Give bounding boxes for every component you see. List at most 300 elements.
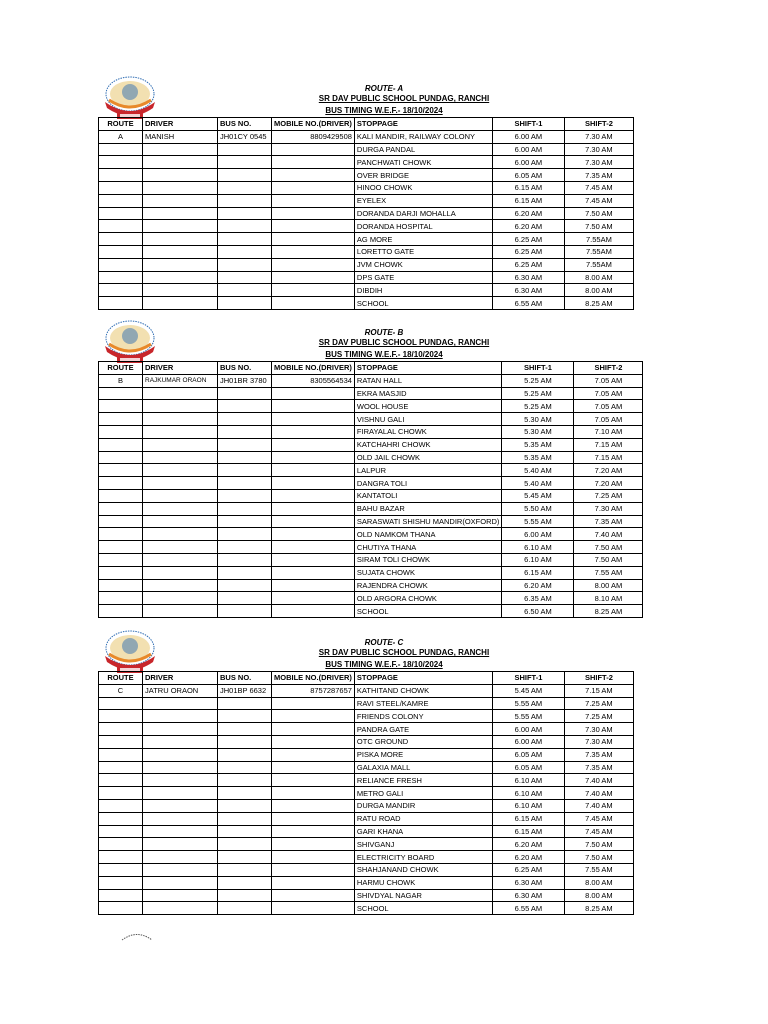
stoppage-cell: KANTATOLI xyxy=(354,489,502,502)
empty-cell xyxy=(218,825,272,838)
shift-1-cell: 5.30 AM xyxy=(502,425,574,438)
stoppage-cell: RATAN HALL xyxy=(354,374,502,387)
stoppage-cell: VISHNU GALI xyxy=(354,413,502,426)
stoppage-cell: ELECTRICITY BOARD xyxy=(354,851,492,864)
empty-cell xyxy=(218,748,272,761)
shift-2-cell: 7.15 AM xyxy=(564,684,633,697)
empty-cell xyxy=(272,207,355,220)
empty-cell xyxy=(218,774,272,787)
empty-cell xyxy=(218,528,272,541)
empty-cell xyxy=(99,761,143,774)
stoppage-cell: SCHOOL xyxy=(354,297,492,310)
empty-cell xyxy=(99,477,143,490)
empty-cell xyxy=(272,143,355,156)
stoppage-cell: GARI KHANA xyxy=(354,825,492,838)
empty-cell xyxy=(143,605,218,618)
empty-cell xyxy=(143,710,218,723)
bus-timing-table xyxy=(98,671,634,915)
empty-cell xyxy=(218,156,272,169)
empty-cell xyxy=(272,169,355,182)
empty-cell xyxy=(143,697,218,710)
shift-1-cell: 5.50 AM xyxy=(502,502,574,515)
empty-cell xyxy=(218,477,272,490)
empty-cell xyxy=(99,515,143,528)
empty-cell xyxy=(218,710,272,723)
stoppage-cell: BAHU BAZAR xyxy=(354,502,502,515)
stoppage-cell: OVER BRIDGE xyxy=(354,169,492,182)
table-row xyxy=(99,735,634,748)
table-row xyxy=(99,515,643,528)
empty-cell xyxy=(218,863,272,876)
shift-2-cell: 7.40 AM xyxy=(564,787,633,800)
column-header: BUS NO. xyxy=(218,118,272,131)
empty-cell xyxy=(218,181,272,194)
column-header: SHIFT-1 xyxy=(502,362,574,375)
route-title: ROUTE- A xyxy=(364,84,404,93)
shift-1-cell: 6.25 AM xyxy=(492,245,564,258)
table-row xyxy=(99,438,643,451)
column-header: DRIVER xyxy=(143,672,218,685)
bus-timing-table xyxy=(98,361,643,618)
empty-cell xyxy=(218,413,272,426)
table-header-row xyxy=(99,118,634,131)
shift-2-cell: 7.55AM xyxy=(564,245,633,258)
empty-cell xyxy=(272,181,355,194)
empty-cell xyxy=(99,710,143,723)
stoppage-cell: JVM CHOWK xyxy=(354,258,492,271)
table-row xyxy=(99,502,643,515)
empty-cell xyxy=(272,464,355,477)
stoppage-cell: LORETTO GATE xyxy=(354,245,492,258)
column-header: SHIFT-2 xyxy=(564,672,633,685)
empty-cell xyxy=(99,387,143,400)
shift-1-cell: 5.40 AM xyxy=(502,464,574,477)
empty-cell xyxy=(143,297,218,310)
empty-cell xyxy=(218,489,272,502)
empty-cell xyxy=(143,902,218,915)
stoppage-cell: RELIANCE FRESH xyxy=(354,774,492,787)
empty-cell xyxy=(143,181,218,194)
shift-2-cell: 8.00 AM xyxy=(564,889,633,902)
empty-cell xyxy=(218,169,272,182)
empty-cell xyxy=(218,387,272,400)
table-header-row xyxy=(99,362,643,375)
table-row xyxy=(99,876,634,889)
empty-cell xyxy=(143,425,218,438)
empty-cell xyxy=(99,592,143,605)
empty-cell xyxy=(143,528,218,541)
stoppage-cell: OLD ARGORA CHOWK xyxy=(354,592,502,605)
empty-cell xyxy=(99,735,143,748)
empty-cell xyxy=(272,889,355,902)
empty-cell xyxy=(143,579,218,592)
table-header-row xyxy=(99,672,634,685)
empty-cell xyxy=(272,851,355,864)
stoppage-cell: DORANDA HOSPITAL xyxy=(354,220,492,233)
empty-cell xyxy=(218,889,272,902)
stoppage-cell: KATHITAND CHOWK xyxy=(354,684,492,697)
stoppage-cell: GALAXIA MALL xyxy=(354,761,492,774)
column-header: SHIFT-2 xyxy=(564,118,633,131)
empty-cell xyxy=(99,787,143,800)
empty-cell xyxy=(218,400,272,413)
empty-cell xyxy=(143,748,218,761)
empty-cell xyxy=(272,605,355,618)
stoppage-cell: KATCHAHRI CHOWK xyxy=(354,438,502,451)
shift-2-cell: 7.30 AM xyxy=(564,735,633,748)
empty-cell xyxy=(272,579,355,592)
empty-cell xyxy=(272,413,355,426)
shift-2-cell: 7.05 AM xyxy=(574,400,643,413)
empty-cell xyxy=(99,579,143,592)
table-row xyxy=(99,387,643,400)
shift-2-cell: 7.05 AM xyxy=(574,387,643,400)
shift-1-cell: 5.35 AM xyxy=(502,451,574,464)
empty-cell xyxy=(143,787,218,800)
empty-cell xyxy=(218,464,272,477)
shift-1-cell: 6.30 AM xyxy=(492,271,564,284)
empty-cell xyxy=(272,489,355,502)
bus-timing: BUS TIMING W.E.F.- 18/10/2024 xyxy=(325,106,443,115)
column-header: STOPPAGE xyxy=(354,118,492,131)
shift-1-cell: 6.10 AM xyxy=(502,541,574,554)
shift-2-cell: 7.30 AM xyxy=(574,502,643,515)
empty-cell xyxy=(143,464,218,477)
empty-cell xyxy=(218,723,272,736)
empty-cell xyxy=(143,156,218,169)
table-row xyxy=(99,528,643,541)
column-header: MOBILE NO.(DRIVER) xyxy=(272,362,355,375)
shift-2-cell: 7.45 AM xyxy=(564,181,633,194)
table-row xyxy=(99,851,634,864)
stoppage-cell: DIBDIH xyxy=(354,284,492,297)
column-header: STOPPAGE xyxy=(354,672,492,685)
empty-cell xyxy=(143,889,218,902)
shift-1-cell: 5.55 AM xyxy=(492,710,564,723)
shift-2-cell: 7.10 AM xyxy=(574,425,643,438)
table-row xyxy=(99,156,634,169)
empty-cell xyxy=(99,156,143,169)
empty-cell xyxy=(218,799,272,812)
shift-2-cell: 7.45 AM xyxy=(564,194,633,207)
empty-cell xyxy=(143,143,218,156)
shift-1-cell: 6.15 AM xyxy=(502,566,574,579)
empty-cell xyxy=(218,902,272,915)
empty-cell xyxy=(272,553,355,566)
empty-cell xyxy=(143,502,218,515)
shift-1-cell: 5.45 AM xyxy=(502,489,574,502)
shift-1-cell: 6.15 AM xyxy=(492,194,564,207)
bus-no-cell: JH01BP 6632 xyxy=(218,684,272,697)
school-name: SR DAV PUBLIC SCHOOL PUNDAG, RANCHI xyxy=(318,94,490,103)
shift-2-cell: 7.45 AM xyxy=(564,825,633,838)
empty-cell xyxy=(99,697,143,710)
stoppage-cell: DPS GATE xyxy=(354,271,492,284)
stoppage-cell: EYELEX xyxy=(354,194,492,207)
shift-2-cell: 7.15 AM xyxy=(574,451,643,464)
empty-cell xyxy=(99,258,143,271)
stoppage-cell: KALI MANDIR, RAILWAY COLONY xyxy=(354,130,492,143)
empty-cell xyxy=(143,812,218,825)
table-row xyxy=(99,425,643,438)
stoppage-cell: METRO GALI xyxy=(354,787,492,800)
shift-2-cell: 7.05 AM xyxy=(574,413,643,426)
empty-cell xyxy=(272,825,355,838)
stoppage-cell: OLD JAIL CHOWK xyxy=(354,451,502,464)
empty-cell xyxy=(99,748,143,761)
table-row xyxy=(99,194,634,207)
table-row xyxy=(99,787,634,800)
empty-cell xyxy=(218,515,272,528)
empty-cell xyxy=(99,812,143,825)
shift-1-cell: 6.05 AM xyxy=(492,169,564,182)
empty-cell xyxy=(218,605,272,618)
shift-2-cell: 8.25 AM xyxy=(574,605,643,618)
empty-cell xyxy=(99,902,143,915)
empty-cell xyxy=(218,876,272,889)
bus-timing-table xyxy=(98,117,634,310)
empty-cell xyxy=(143,774,218,787)
empty-cell xyxy=(99,425,143,438)
shift-1-cell: 6.10 AM xyxy=(502,553,574,566)
shift-2-cell: 7.55 AM xyxy=(574,566,643,579)
stoppage-cell: CHUTIYA THANA xyxy=(354,541,502,554)
empty-cell xyxy=(272,774,355,787)
empty-cell xyxy=(218,541,272,554)
empty-cell xyxy=(143,284,218,297)
table-row xyxy=(99,605,643,618)
column-header: SHIFT-1 xyxy=(492,118,564,131)
table-row xyxy=(99,258,634,271)
stoppage-cell: AG MORE xyxy=(354,233,492,246)
empty-cell xyxy=(143,245,218,258)
shift-1-cell: 6.15 AM xyxy=(492,825,564,838)
shift-1-cell: 6.30 AM xyxy=(492,876,564,889)
shift-2-cell: 7.55AM xyxy=(564,258,633,271)
shift-1-cell: 6.00 AM xyxy=(492,156,564,169)
shift-2-cell: 7.30 AM xyxy=(564,130,633,143)
shift-2-cell: 7.20 AM xyxy=(574,477,643,490)
table-row xyxy=(99,374,643,387)
empty-cell xyxy=(272,194,355,207)
shift-1-cell: 6.20 AM xyxy=(502,579,574,592)
table-row xyxy=(99,489,643,502)
empty-cell xyxy=(99,825,143,838)
shift-1-cell: 6.50 AM xyxy=(502,605,574,618)
table-row xyxy=(99,889,634,902)
empty-cell xyxy=(143,489,218,502)
empty-cell xyxy=(99,181,143,194)
empty-cell xyxy=(99,502,143,515)
stoppage-cell: WOOL HOUSE xyxy=(354,400,502,413)
empty-cell xyxy=(143,761,218,774)
shift-1-cell: 6.25 AM xyxy=(492,258,564,271)
table-row xyxy=(99,825,634,838)
route-title: ROUTE- B xyxy=(364,328,404,337)
empty-cell xyxy=(272,697,355,710)
shift-2-cell: 7.50 AM xyxy=(574,553,643,566)
empty-cell xyxy=(143,592,218,605)
mobile-cell: 8757287657 xyxy=(272,684,355,697)
empty-cell xyxy=(272,515,355,528)
shift-2-cell: 7.30 AM xyxy=(564,723,633,736)
empty-cell xyxy=(99,774,143,787)
empty-cell xyxy=(218,451,272,464)
empty-cell xyxy=(143,477,218,490)
empty-cell xyxy=(99,851,143,864)
table-row xyxy=(99,130,634,143)
table-row xyxy=(99,748,634,761)
shift-1-cell: 5.45 AM xyxy=(492,684,564,697)
empty-cell xyxy=(272,799,355,812)
empty-cell xyxy=(272,502,355,515)
shift-2-cell: 7.45 AM xyxy=(564,812,633,825)
school-name: SR DAV PUBLIC SCHOOL PUNDAG, RANCHI xyxy=(318,648,490,657)
empty-cell xyxy=(99,438,143,451)
shift-1-cell: 5.25 AM xyxy=(502,387,574,400)
empty-cell xyxy=(99,489,143,502)
stoppage-cell: RATU ROAD xyxy=(354,812,492,825)
empty-cell xyxy=(272,876,355,889)
driver-cell: JATRU ORAON xyxy=(143,684,218,697)
shift-2-cell: 7.50 AM xyxy=(564,207,633,220)
empty-cell xyxy=(99,271,143,284)
empty-cell xyxy=(218,425,272,438)
empty-cell xyxy=(143,271,218,284)
shift-1-cell: 6.05 AM xyxy=(492,748,564,761)
route-cell: A xyxy=(99,130,143,143)
stoppage-cell: DORANDA DARJI MOHALLA xyxy=(354,207,492,220)
empty-cell xyxy=(272,438,355,451)
empty-cell xyxy=(272,245,355,258)
table-row xyxy=(99,271,634,284)
shift-1-cell: 6.00 AM xyxy=(492,143,564,156)
empty-cell xyxy=(272,400,355,413)
empty-cell xyxy=(218,438,272,451)
empty-cell xyxy=(272,748,355,761)
column-header: MOBILE NO.(DRIVER) xyxy=(272,672,355,685)
driver-cell: RAJKUMAR ORAON xyxy=(143,374,218,387)
shift-2-cell: 7.25 AM xyxy=(574,489,643,502)
empty-cell xyxy=(99,220,143,233)
table-row xyxy=(99,812,634,825)
table-row xyxy=(99,143,634,156)
route-cell: C xyxy=(99,684,143,697)
bus-timing: BUS TIMING W.E.F.- 18/10/2024 xyxy=(325,660,443,669)
mobile-cell: 8809429508 xyxy=(272,130,355,143)
shift-1-cell: 5.55 AM xyxy=(492,697,564,710)
table-row xyxy=(99,799,634,812)
empty-cell xyxy=(218,233,272,246)
empty-cell xyxy=(272,528,355,541)
empty-cell xyxy=(218,838,272,851)
empty-cell xyxy=(218,787,272,800)
shift-2-cell: 7.25 AM xyxy=(564,697,633,710)
empty-cell xyxy=(99,245,143,258)
empty-cell xyxy=(218,579,272,592)
empty-cell xyxy=(99,838,143,851)
empty-cell xyxy=(218,284,272,297)
empty-cell xyxy=(218,143,272,156)
bus-timing: BUS TIMING W.E.F.- 18/10/2024 xyxy=(325,350,443,359)
empty-cell xyxy=(99,297,143,310)
shift-2-cell: 7.35 AM xyxy=(574,515,643,528)
table-row xyxy=(99,413,643,426)
empty-cell xyxy=(218,245,272,258)
shift-2-cell: 7.30 AM xyxy=(564,156,633,169)
empty-cell xyxy=(272,902,355,915)
empty-cell xyxy=(272,425,355,438)
stoppage-cell: DURGA MANDIR xyxy=(354,799,492,812)
empty-cell xyxy=(143,413,218,426)
empty-cell xyxy=(99,233,143,246)
empty-cell xyxy=(272,541,355,554)
shift-2-cell: 7.55AM xyxy=(564,233,633,246)
table-row xyxy=(99,579,643,592)
empty-cell xyxy=(143,451,218,464)
stoppage-cell: SHIVDYAL NAGAR xyxy=(354,889,492,902)
column-header: ROUTE xyxy=(99,362,143,375)
empty-cell xyxy=(99,207,143,220)
shift-1-cell: 6.00 AM xyxy=(492,735,564,748)
shift-1-cell: 6.30 AM xyxy=(492,284,564,297)
empty-cell xyxy=(272,812,355,825)
shift-1-cell: 6.25 AM xyxy=(492,233,564,246)
shift-1-cell: 6.15 AM xyxy=(492,812,564,825)
shift-2-cell: 7.40 AM xyxy=(574,528,643,541)
shift-1-cell: 6.00 AM xyxy=(492,130,564,143)
empty-cell xyxy=(272,761,355,774)
empty-cell xyxy=(272,451,355,464)
shift-2-cell: 8.25 AM xyxy=(564,297,633,310)
shift-2-cell: 8.00 AM xyxy=(574,579,643,592)
column-header: SHIFT-1 xyxy=(492,672,564,685)
column-header: DRIVER xyxy=(143,118,218,131)
empty-cell xyxy=(143,233,218,246)
stoppage-cell: HARMU CHOWK xyxy=(354,876,492,889)
shift-2-cell: 7.30 AM xyxy=(564,143,633,156)
empty-cell xyxy=(272,787,355,800)
empty-cell xyxy=(272,723,355,736)
stoppage-cell: OLD NAMKOM THANA xyxy=(354,528,502,541)
empty-cell xyxy=(143,400,218,413)
stoppage-cell: DANGRA TOLI xyxy=(354,477,502,490)
empty-cell xyxy=(272,592,355,605)
stoppage-cell: RAVI STEEL/KAMRE xyxy=(354,697,492,710)
stoppage-cell: SUJATA CHOWK xyxy=(354,566,502,579)
shift-1-cell: 6.20 AM xyxy=(492,207,564,220)
empty-cell xyxy=(218,553,272,566)
column-header: BUS NO. xyxy=(218,672,272,685)
empty-cell xyxy=(272,477,355,490)
empty-cell xyxy=(143,723,218,736)
shift-1-cell: 6.55 AM xyxy=(492,297,564,310)
empty-cell xyxy=(143,876,218,889)
empty-cell xyxy=(99,464,143,477)
table-row xyxy=(99,220,634,233)
column-header: ROUTE xyxy=(99,118,143,131)
shift-1-cell: 6.20 AM xyxy=(492,851,564,864)
stoppage-cell: LALPUR xyxy=(354,464,502,477)
column-header: ROUTE xyxy=(99,672,143,685)
table-row xyxy=(99,723,634,736)
column-header: STOPPAGE xyxy=(354,362,502,375)
empty-cell xyxy=(99,876,143,889)
shift-1-cell: 6.55 AM xyxy=(492,902,564,915)
empty-cell xyxy=(99,413,143,426)
empty-cell xyxy=(143,851,218,864)
shift-1-cell: 5.35 AM xyxy=(502,438,574,451)
